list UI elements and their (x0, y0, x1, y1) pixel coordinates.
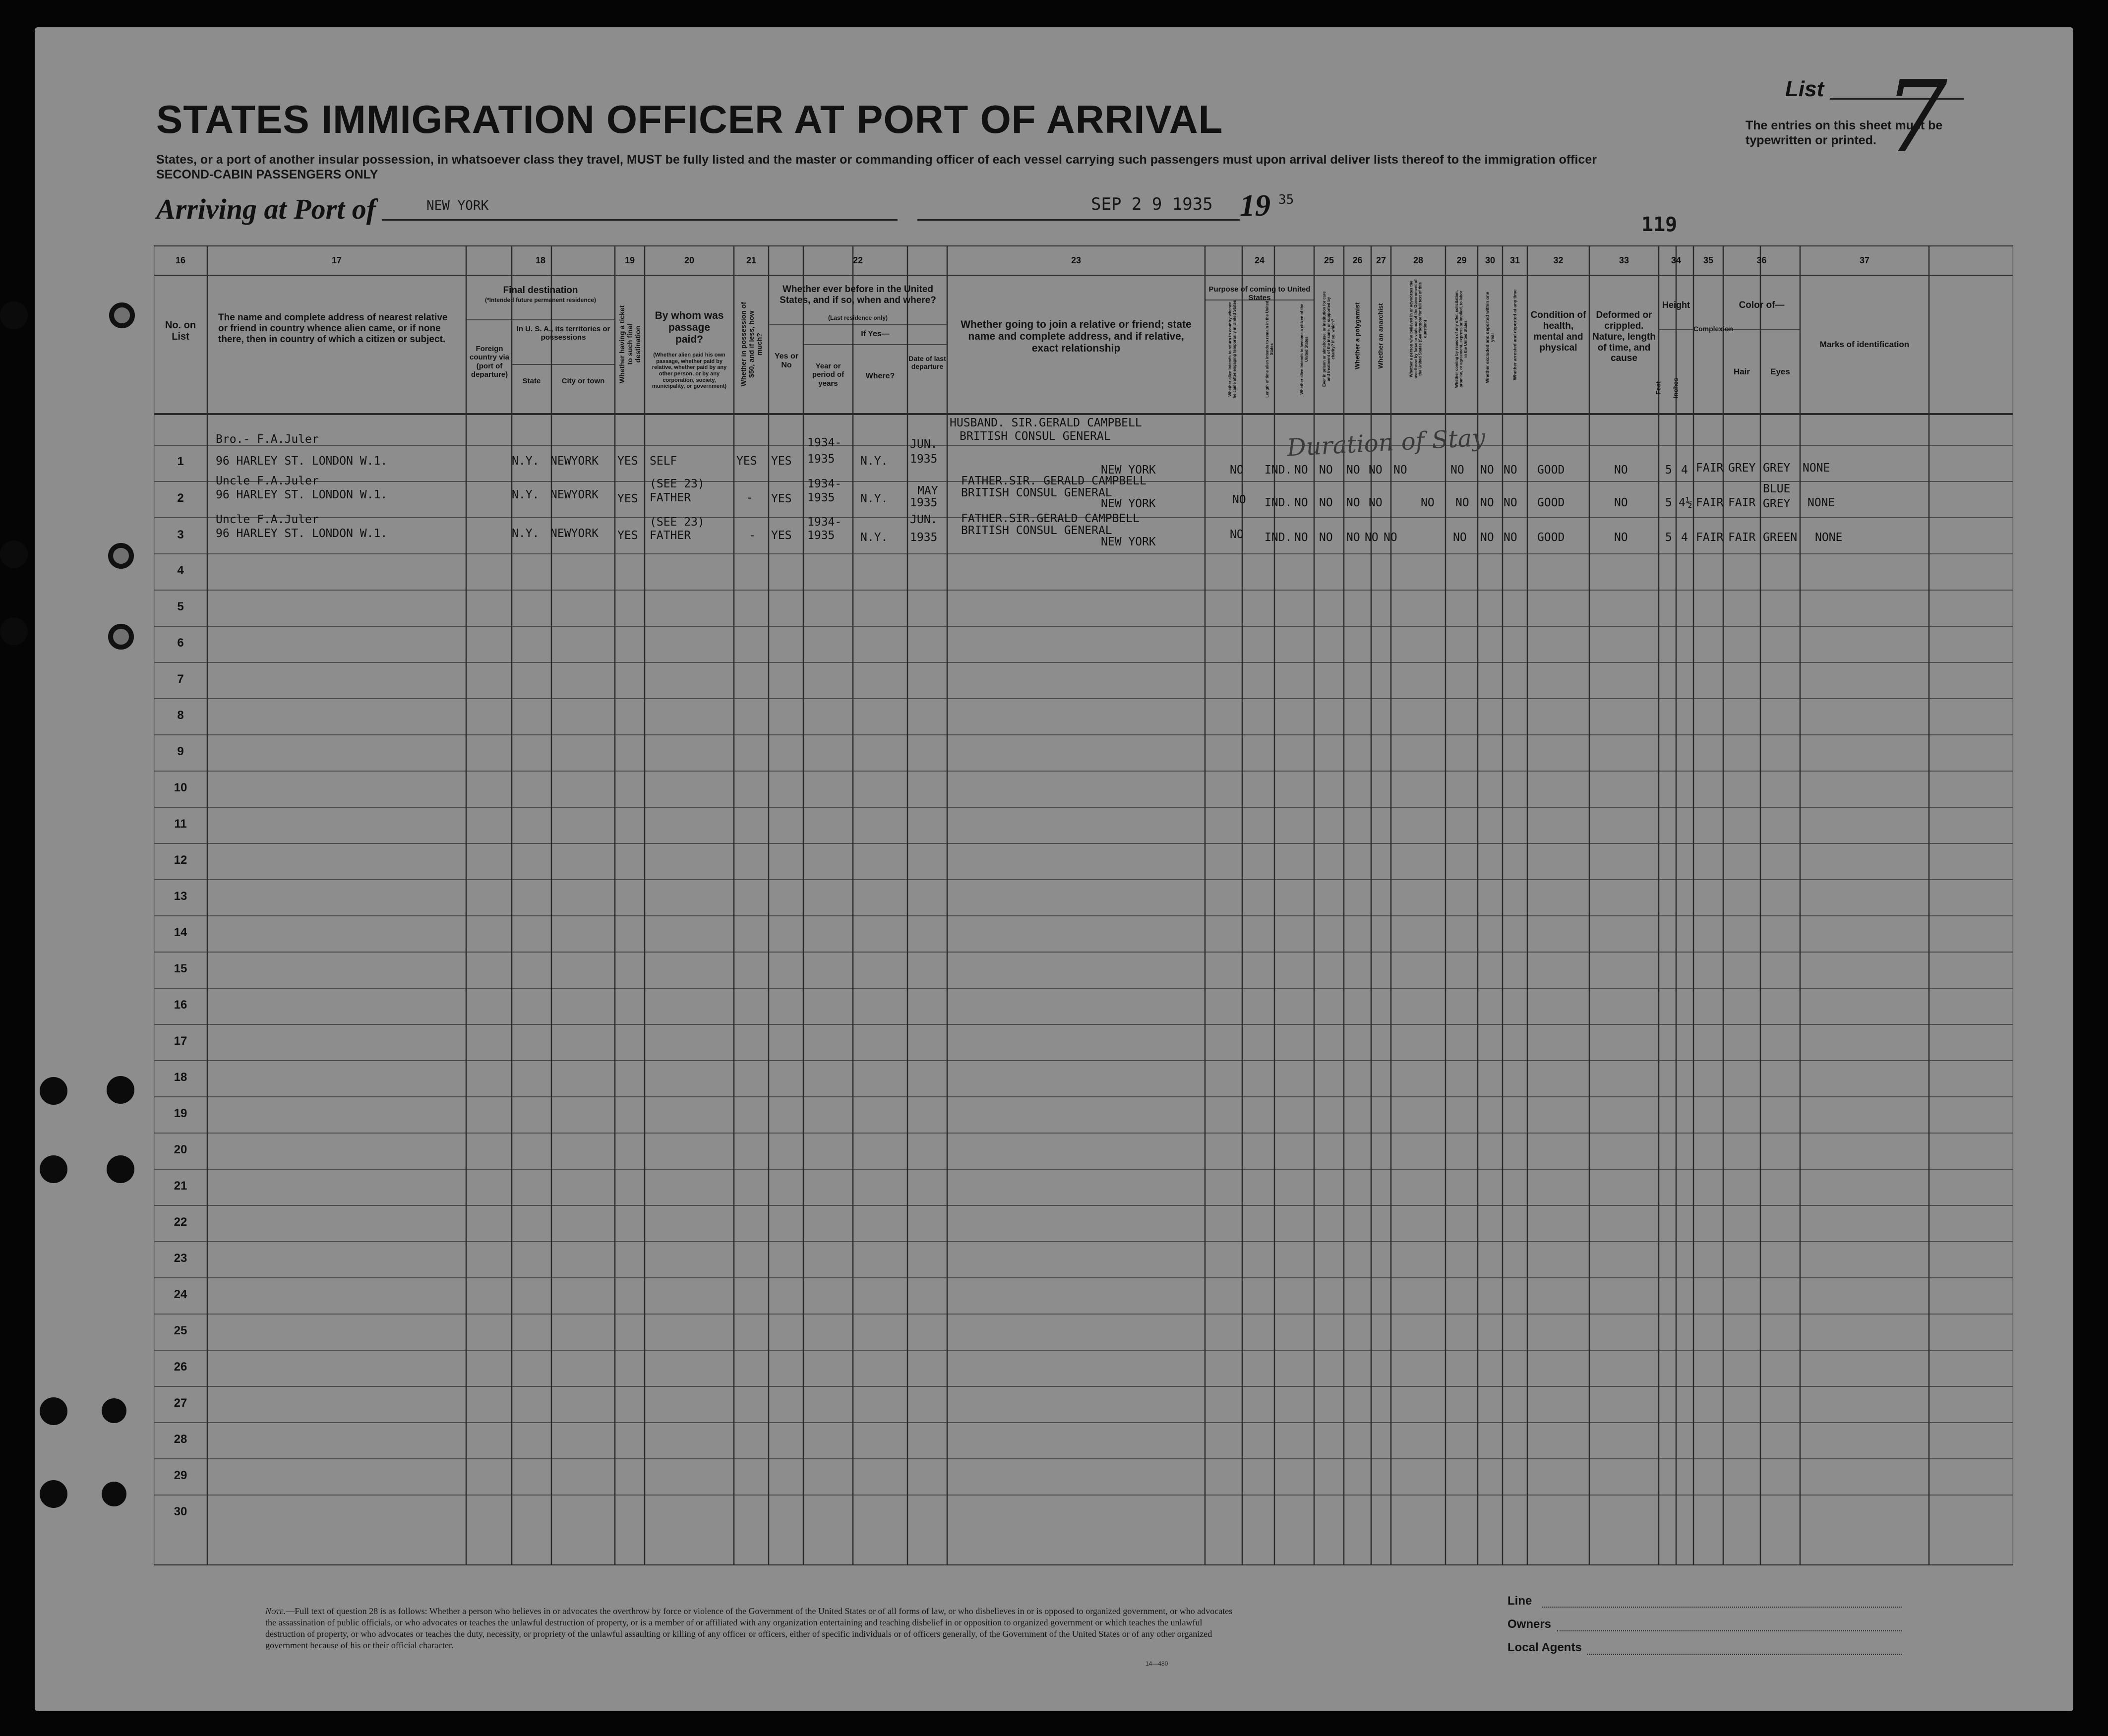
column-number: 17 (331, 255, 342, 265)
header-height: Height (1662, 300, 1690, 310)
header-hair: Hair (1733, 367, 1750, 376)
row3-joining2: BRITISH CONSUL GENERAL (961, 524, 1112, 537)
column-number: 25 (1324, 255, 1334, 265)
list-label: List (1785, 77, 1824, 101)
row3-purpose-a: NO (1230, 528, 1244, 541)
row1-ever-before: YES (771, 455, 792, 468)
row1-relative-address: 96 HARLEY ST. LONDON W.1. (216, 455, 388, 468)
row2-hair: FAIR (1728, 496, 1756, 509)
column-number: 26 (1352, 255, 1363, 265)
header-last-residence: (Last residence only) (828, 314, 888, 321)
row2-money: - (746, 491, 753, 504)
row1-hair: GREY (1728, 462, 1756, 475)
column-number: 35 (1703, 255, 1714, 265)
header-q31: Whether arrested and deported at any time (1512, 289, 1517, 380)
row-number: 22 (174, 1215, 187, 1229)
column-number: 16 (175, 255, 186, 265)
port-value: NEW YORK (426, 198, 489, 213)
row2-years: 1934- (807, 478, 842, 490)
header-purpose: Purpose of coming to United States (1208, 285, 1311, 302)
row2-q29: NO (1455, 496, 1469, 509)
row-number: 5 (177, 600, 184, 613)
arrival-date: SEP 2 9 1935 (1091, 194, 1213, 214)
page-title: STATES IMMIGRATION OFFICER AT PORT OF ARRIVAL (156, 97, 1223, 141)
row3-hair: FAIR (1728, 531, 1756, 544)
row1-q31: NO (1504, 464, 1517, 477)
header-by-whom-note: (Whether alien paid his own passage, whether paid by relative, whether paid by any other person, or by any corporation, society, municipality, or government) (652, 352, 727, 390)
row2-joining2: BRITISH CONSUL GENERAL (961, 486, 1112, 499)
row3-marks: NONE (1815, 531, 1843, 544)
header-by-whom-paid: By whom was passage paid? (655, 310, 724, 346)
row3-q28: NO (1384, 531, 1397, 544)
row3-inches: 4 (1681, 531, 1688, 544)
header-yes-or-no: Yes or No (774, 352, 799, 370)
row-number: 28 (174, 1433, 187, 1446)
row2-deformed: NO (1614, 496, 1628, 509)
header-possession-50: Whether in possession of $50, and if less, how much? (739, 301, 764, 387)
row2-feet: 5 (1665, 496, 1672, 509)
row2-city: NEWYORK (550, 488, 599, 501)
row-number: 13 (174, 890, 187, 903)
punch-hole (102, 1482, 126, 1506)
punch-hole (108, 624, 134, 650)
row1-city: NEWYORK (550, 455, 599, 468)
row1-q25: NO (1319, 464, 1333, 477)
subtitle: States, or a port of another insular possession, in whatsoever class they travel, MUST be fully listed and the master or commanding officer of each vessel carrying such passengers must upon arrival deliver lists thereof to the immigration officer (156, 153, 1597, 167)
table-grid-lines (154, 245, 2013, 1565)
row-number: 10 (174, 781, 187, 794)
row3-departure2: 1935 (910, 531, 938, 544)
header-q29: Whether coming by reason of any offer, solicitation, promise, or agreement, express or implied, to labor in the United States (1454, 290, 1468, 388)
row-number: 9 (177, 745, 184, 758)
row3-joining: FATHER.SIR.GERALD CAMPBELL (961, 512, 1140, 525)
column-number: 37 (1859, 255, 1870, 265)
manifest-table (154, 245, 2013, 1565)
footnote-label: Note. (265, 1606, 286, 1616)
header-in-usa: In U. S. A., its territories or possessions (516, 325, 610, 342)
agents-signature-field[interactable] (1587, 1654, 1902, 1655)
row-number: 21 (174, 1179, 187, 1193)
header-eyes: Eyes (1770, 367, 1790, 376)
row-number: 27 (174, 1396, 187, 1410)
punch-hole (107, 1076, 134, 1104)
column-number: 23 (1071, 255, 1082, 265)
row1-complexion: FAIR (1696, 462, 1724, 475)
row-number: 3 (177, 528, 184, 541)
row2-q25: NO (1319, 496, 1333, 509)
punch-hole (109, 302, 135, 328)
row-number: 6 (177, 636, 184, 650)
row3-departure: JUN. (910, 513, 938, 526)
row1-q27: NO (1369, 464, 1383, 477)
row1-eyes: GREY (1763, 462, 1791, 475)
row2-state: N.Y. (512, 488, 540, 501)
punch-hole (40, 1155, 67, 1183)
row2-q31: NO (1504, 496, 1517, 509)
header-ticket: Whether having a ticket to such final destination (617, 305, 642, 383)
row-number: 17 (174, 1034, 187, 1048)
row3-q30: NO (1480, 531, 1494, 544)
row3-health: GOOD (1537, 531, 1565, 544)
column-number: 36 (1756, 255, 1767, 265)
row-number: 30 (174, 1505, 187, 1518)
header-color-of: Color of— (1739, 300, 1785, 310)
row3-paid-by2: FATHER (650, 529, 691, 542)
row1-relative-name: Bro.- F.A.Juler (216, 433, 319, 446)
handwritten-duration-note: Duration of Stay (1286, 423, 1486, 462)
row-number: 24 (174, 1288, 187, 1301)
row2-inches: 4½ (1679, 496, 1692, 509)
row2-purpose-c: NO (1294, 496, 1308, 509)
row2-complexion: FAIR (1696, 496, 1724, 509)
row-number: 25 (174, 1324, 187, 1337)
row1-where: N.Y. (860, 455, 888, 468)
row3-years2: 1935 (807, 529, 835, 542)
row-number: 19 (174, 1107, 187, 1120)
row3-relative-name: Uncle F.A.Juler (216, 513, 319, 526)
punch-hole (0, 540, 28, 568)
punch-hole (40, 1480, 67, 1508)
date-underline (917, 219, 1240, 221)
column-number: 27 (1376, 255, 1386, 265)
row3-q29: NO (1453, 531, 1467, 544)
punch-hole (102, 1398, 126, 1423)
header-ever-prison: Ever in prison or almshouse, or institution for care and treatment of the insane, or supported by charity? If so, which? (1322, 291, 1336, 387)
row2-relative-name: Uncle F.A.Juler (216, 475, 319, 487)
row-number: 29 (174, 1469, 187, 1482)
row3-city: NEWYORK (550, 527, 599, 540)
row3-q26: NO (1346, 531, 1360, 544)
row2-purpose-b: IND. (1265, 496, 1292, 509)
column-number: 33 (1619, 255, 1629, 265)
column-number: 34 (1671, 255, 1682, 265)
year-suffix: 35 (1278, 192, 1294, 207)
row3-purpose-b: IND. (1265, 531, 1292, 544)
row-number: 15 (174, 962, 187, 975)
owners-label: Owners (1507, 1617, 1552, 1631)
row1-years2: 1935 (807, 453, 835, 466)
row3-q31: NO (1504, 531, 1517, 544)
row3-relative-address: 96 HARLEY ST. LONDON W.1. (216, 527, 388, 540)
header-final-destination-note: (*Intended future permanent residence) (484, 297, 597, 303)
row3-money: - (749, 529, 756, 542)
row1-departure2: 1935 (910, 453, 938, 466)
header-state: State (522, 377, 541, 385)
row3-paid-by: (SEE 23) (650, 516, 705, 529)
header-purpose-c: Whether alien intends to become a citizen of the United States (1299, 303, 1309, 395)
cabin-class: SECOND-CABIN PASSENGERS ONLY (156, 168, 378, 181)
row2-health: GOOD (1537, 496, 1565, 509)
local-agents-label: Local Agents (1507, 1641, 1582, 1654)
footnote-text: —Full text of question 28 is as follows: Whether a person who believes in or advocates the overthrow by force or violence of the Government of the United States or of all forms of law, or who disbelieves in or is opposed to organized government, or who advocates the assassination of public officials, or who advocates or teaches the unlawful destruction of property, or is a member of or affiliated with any organization entertaining and teaching disbelief in or opposition to organized government or which teaches the unlawful destruction of property, or who advocates or teaches the duty, necessity, or propriety of the unlawful assaulting or killing of any officer or officers, either of specific individuals or of officers generally, of the Government of the United States or of any other organized government because of his or their official character. (265, 1606, 1233, 1650)
row1-q30: NO (1480, 464, 1494, 477)
header-year-period: Year or period of years (812, 362, 844, 388)
row2-marks: NONE (1807, 496, 1835, 509)
row2-where: N.Y. (860, 492, 888, 505)
row2-joining3: NEW YORK (1101, 497, 1156, 510)
header-polygamist: Whether a polygamist (1353, 302, 1361, 370)
header-no-on-list: No. on List (165, 320, 196, 342)
row1-inches: 4 (1681, 464, 1688, 477)
punch-hole (108, 543, 134, 569)
header-inches: Inches (1672, 377, 1680, 399)
row1-paid-by: SELF (650, 455, 677, 468)
row1-purpose-b: IND. (1265, 464, 1292, 477)
header-deformed: Deformed or crippled. Nature, length of time, and cause (1592, 310, 1656, 364)
row-number: 20 (174, 1143, 187, 1156)
row1-q29: NO (1450, 464, 1464, 477)
line-signature-field[interactable] (1542, 1607, 1902, 1608)
header-purpose-a: Whether alien intends to return to country whence he came after engaging temporarily in United States (1227, 300, 1237, 399)
row3-ever-before: YES (771, 529, 792, 542)
row3-ticket: YES (617, 529, 638, 542)
row3-complexion: FAIR (1696, 531, 1724, 544)
form-number: 14—480 (1145, 1660, 1168, 1667)
column-number: 18 (535, 255, 546, 265)
row2-eyes: BLUE GREY (1763, 482, 1791, 510)
row2-departure2: 1935 (910, 496, 938, 509)
row3-feet: 5 (1665, 531, 1672, 544)
punch-hole (0, 301, 28, 329)
year-prefix: 19 (1240, 189, 1270, 223)
column-number: 30 (1485, 255, 1496, 265)
row-number: 11 (174, 817, 187, 831)
row2-paid-by: (SEE 23) (650, 478, 705, 490)
column-number: 24 (1254, 255, 1265, 265)
column-number: 21 (746, 255, 757, 265)
owners-signature-field[interactable] (1557, 1630, 1902, 1631)
row2-purpose-a: NO (1232, 493, 1246, 506)
row-number: 7 (177, 672, 184, 686)
row1-marks: NONE (1803, 462, 1830, 475)
header-q30: Whether excluded and deported within one year (1485, 292, 1495, 383)
column-number: 19 (624, 255, 635, 265)
row-number: 4 (177, 564, 184, 577)
row2-q28: NO (1421, 496, 1435, 509)
column-number: 29 (1456, 255, 1467, 265)
column-number: 22 (852, 255, 863, 265)
row3-joining3: NEW YORK (1101, 536, 1156, 548)
row-number: 23 (174, 1252, 187, 1265)
row-number: 26 (174, 1360, 187, 1374)
port-underline (382, 219, 898, 221)
row2-paid-by2: FATHER (650, 491, 691, 504)
row2-years2: 1935 (807, 491, 835, 504)
row1-q28: NO (1393, 464, 1407, 477)
punch-hole (40, 1397, 67, 1425)
row2-q30: NO (1480, 496, 1494, 509)
header-foreign-country: Foreign country via (port of departure) (469, 345, 510, 379)
header-city: City or town (561, 377, 605, 385)
row3-eyes: GREEN (1763, 531, 1798, 544)
arriving-label: Arriving at Port of (156, 193, 376, 225)
row3-where: N.Y. (860, 531, 888, 544)
row1-q26: NO (1346, 464, 1360, 477)
row1-joining3: NEW YORK (1101, 464, 1156, 477)
header-marks: Marks of identification (1819, 340, 1910, 349)
row-number: 8 (177, 709, 184, 722)
row1-money: YES (736, 455, 757, 468)
punch-hole (40, 1077, 67, 1105)
punch-hole (107, 1155, 134, 1183)
header-joining-relative: Whether going to join a relative or friend; state name and complete address, and if relative, exact relationship (961, 319, 1192, 355)
row2-ever-before: YES (771, 492, 792, 505)
row-number: 1 (177, 455, 184, 468)
row2-q26: NO (1346, 496, 1360, 509)
sheet-number: 119 (1641, 213, 1678, 236)
row2-ticket: YES (617, 492, 638, 505)
row-number: 12 (174, 853, 187, 867)
header-nearest-relative: The name and complete address of nearest relative or friend in country whence alien came, or if none there, then in country of which a citizen or subject. (218, 312, 448, 345)
column-number: 28 (1413, 255, 1424, 265)
row1-joining: HUSBAND. SIR.GERALD CAMPBELL (950, 417, 1142, 429)
column-number: 32 (1553, 255, 1564, 265)
header-if-yes: If Yes— (861, 330, 890, 338)
row-number: 16 (174, 998, 187, 1012)
header-anarchist: Whether an anarchist (1377, 303, 1385, 369)
row1-ticket: YES (617, 455, 638, 468)
column-number: 31 (1509, 255, 1520, 265)
row1-departure: JUN. (910, 438, 938, 451)
header-final-destination: Final destination (503, 285, 578, 296)
row1-deformed: NO (1614, 464, 1628, 477)
header-complexion: Complexion (1693, 325, 1734, 333)
row1-joining2: BRITISH CONSUL GENERAL (960, 430, 1111, 443)
header-health: Condition of health, mental and physical (1530, 310, 1586, 353)
line-label: Line (1507, 1594, 1532, 1608)
row3-deformed: NO (1614, 531, 1628, 544)
row1-feet: 5 (1665, 464, 1672, 477)
header-date-departure: Date of last departure (908, 355, 946, 371)
row3-years: 1934- (807, 516, 842, 529)
row-number: 18 (174, 1071, 187, 1084)
footnote-question-28 (265, 1606, 1242, 1651)
punch-hole (0, 617, 28, 645)
row1-purpose-c: NO (1294, 464, 1308, 477)
row2-joining: FATHER.SIR. GERALD CAMPBELL (961, 475, 1146, 487)
column-number: 20 (684, 255, 695, 265)
entries-note: The entries on this sheet must be typewritten or printed. (1746, 119, 1943, 147)
row1-health: GOOD (1537, 464, 1565, 477)
header-where: Where? (865, 372, 895, 380)
row-number: 2 (177, 491, 184, 505)
list-number: 7 (1884, 60, 1948, 175)
row1-state: N.Y. (512, 455, 540, 468)
row3-purpose-c: NO (1294, 531, 1308, 544)
header-purpose-b: Length of time alien intends to remain in the United States (1265, 300, 1274, 398)
header-feet: Feet (1654, 381, 1662, 395)
row2-departure: MAY (917, 484, 938, 497)
row-number: 14 (174, 926, 187, 939)
row1-purpose-a: NO (1230, 464, 1244, 477)
row3-state: N.Y. (512, 527, 540, 540)
row2-relative-address: 96 HARLEY ST. LONDON W.1. (216, 488, 388, 501)
row1-years: 1934- (807, 436, 842, 449)
header-ever-before: Whether ever before in the United States, and if so, when and where? (780, 284, 936, 305)
row2-q27: NO (1369, 496, 1383, 509)
row3-q27: NO (1365, 531, 1379, 544)
header-q28: Whether a person who believes in or advocates the overthrow by force or violence of the Government of the United States (See footnote for full text of this question) (1409, 279, 1428, 379)
row3-q25: NO (1319, 531, 1333, 544)
